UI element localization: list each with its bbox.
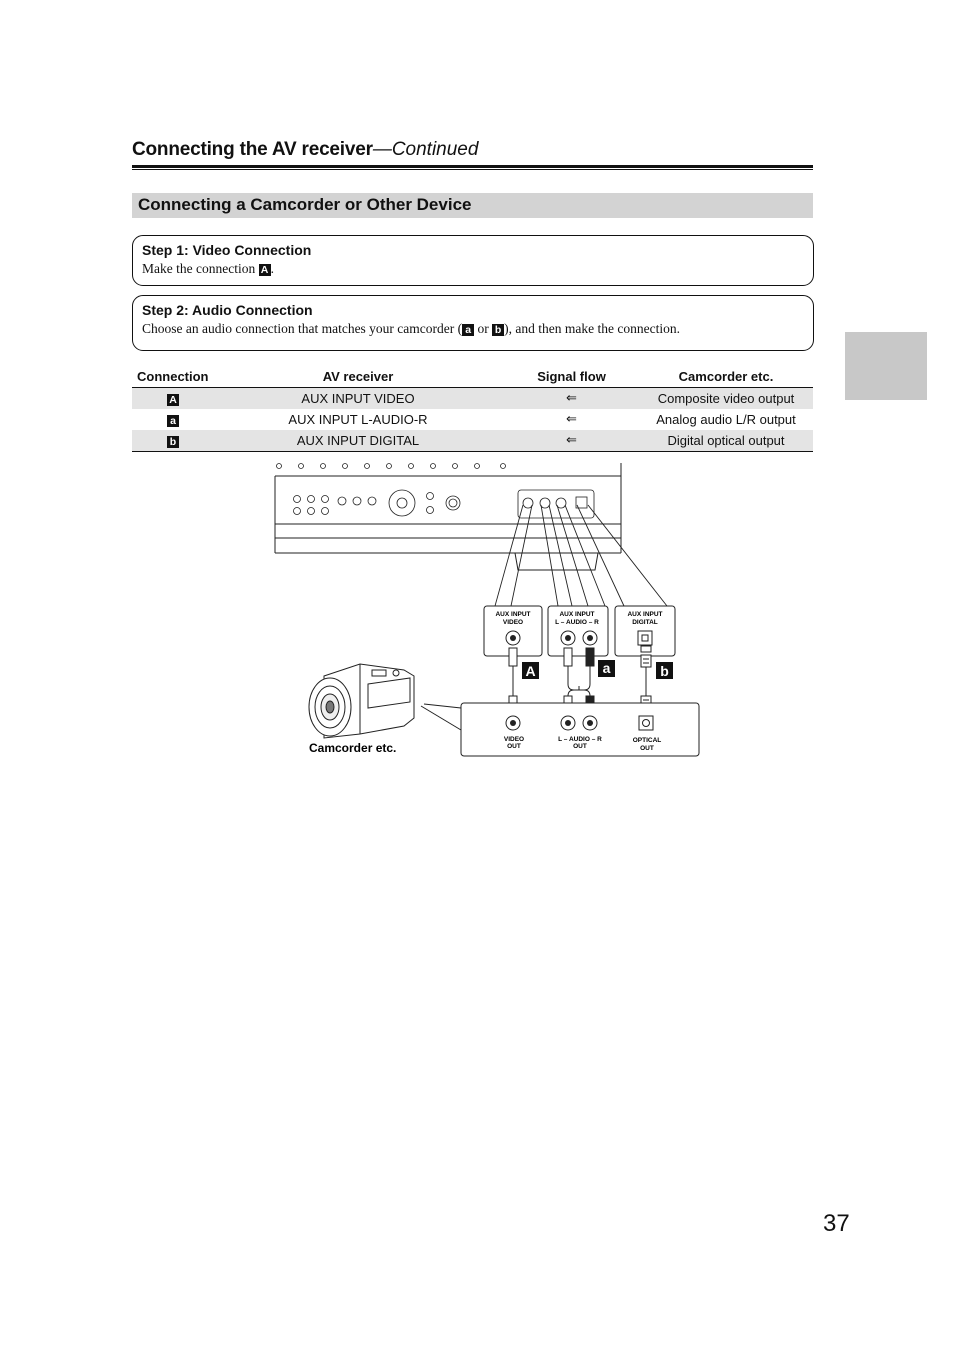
audio-out-label-2: OUT xyxy=(573,743,587,750)
page-header-title: Connecting the AV receiver xyxy=(132,139,373,160)
cable-badge-b xyxy=(656,662,673,679)
step2-text-before: Choose an audio connection that matches your camcorder ( xyxy=(142,321,463,336)
camcorder-caption: Camcorder etc. xyxy=(309,741,397,755)
camcorder-cell: Digital optical output xyxy=(639,430,813,452)
connection-badge-a: a xyxy=(462,324,474,336)
audio-cable xyxy=(564,648,594,712)
column-header: AV receiver xyxy=(212,366,504,388)
aux-input-audio-label-2: L – AUDIO – R xyxy=(555,619,599,626)
optical-out-label-2: OUT xyxy=(640,745,654,752)
receiver-cell: AUX INPUT L-AUDIO-R xyxy=(288,412,428,427)
step2-text-after: ), and then make the connection. xyxy=(504,321,680,336)
camcorder-cell: Composite video output xyxy=(639,388,813,410)
receiver-cable-lines xyxy=(495,505,667,606)
camcorder-cell: Analog audio L/R output xyxy=(656,412,796,427)
column-header: Signal flow xyxy=(504,366,639,388)
column-header: Camcorder etc. xyxy=(639,366,813,388)
column-header: Connection xyxy=(132,366,212,388)
audio-out-label-1: L – AUDIO – R xyxy=(558,736,602,743)
connection-badge: A xyxy=(167,394,179,406)
cable-badge-A-label: A xyxy=(525,663,536,679)
page-header-continued: —Continued xyxy=(372,139,479,160)
aux-input-audio-label-1: AUX INPUT xyxy=(559,611,595,618)
aux-input-digital-label-2: DIGITAL xyxy=(632,619,658,626)
signal-flow-arrow: ⇐ xyxy=(566,412,577,427)
aux-input-video-label-1: AUX INPUT xyxy=(495,611,531,618)
step2-title: Step 2: Audio Connection xyxy=(142,302,313,318)
connection-badge-A: A xyxy=(259,264,271,276)
video-out-label-2: OUT xyxy=(507,743,521,750)
optical-out-label-1: OPTICAL xyxy=(632,737,662,744)
aux-input-digital-label-1: AUX INPUT xyxy=(627,611,663,618)
aux-input-video-label-2: VIDEO xyxy=(502,619,524,626)
step2-text-mid: or xyxy=(474,321,493,336)
step1-title: Step 1: Video Connection xyxy=(142,242,312,258)
step1-text-before: Make the connection xyxy=(142,261,259,276)
step1-text-after: . xyxy=(270,261,274,276)
video-cable xyxy=(509,648,517,712)
cable-badge-A xyxy=(522,662,539,679)
camcorder-icon xyxy=(309,664,414,738)
aux-input-audio-panel xyxy=(548,606,608,656)
cable-badge-a xyxy=(598,660,615,677)
camcorder-output-panel xyxy=(421,703,699,756)
signal-flow-arrow: ⇐ xyxy=(504,388,639,410)
section-title: Connecting a Camcorder or Other Device xyxy=(138,195,472,214)
page-number: 37 xyxy=(823,1210,850,1237)
receiver-cell: AUX INPUT VIDEO xyxy=(212,388,504,410)
signal-flow-arrow: ⇐ xyxy=(504,430,639,452)
receiver-cell: AUX INPUT DIGITAL xyxy=(212,430,504,452)
connection-badge-b: b xyxy=(492,324,504,336)
connection-badge: b xyxy=(167,436,179,448)
video-out-label-1: VIDEO xyxy=(503,736,525,743)
cable-badge-a-label: a xyxy=(602,660,611,676)
cable-badge-b-label: b xyxy=(660,663,669,679)
connection-badge: a xyxy=(167,415,179,427)
